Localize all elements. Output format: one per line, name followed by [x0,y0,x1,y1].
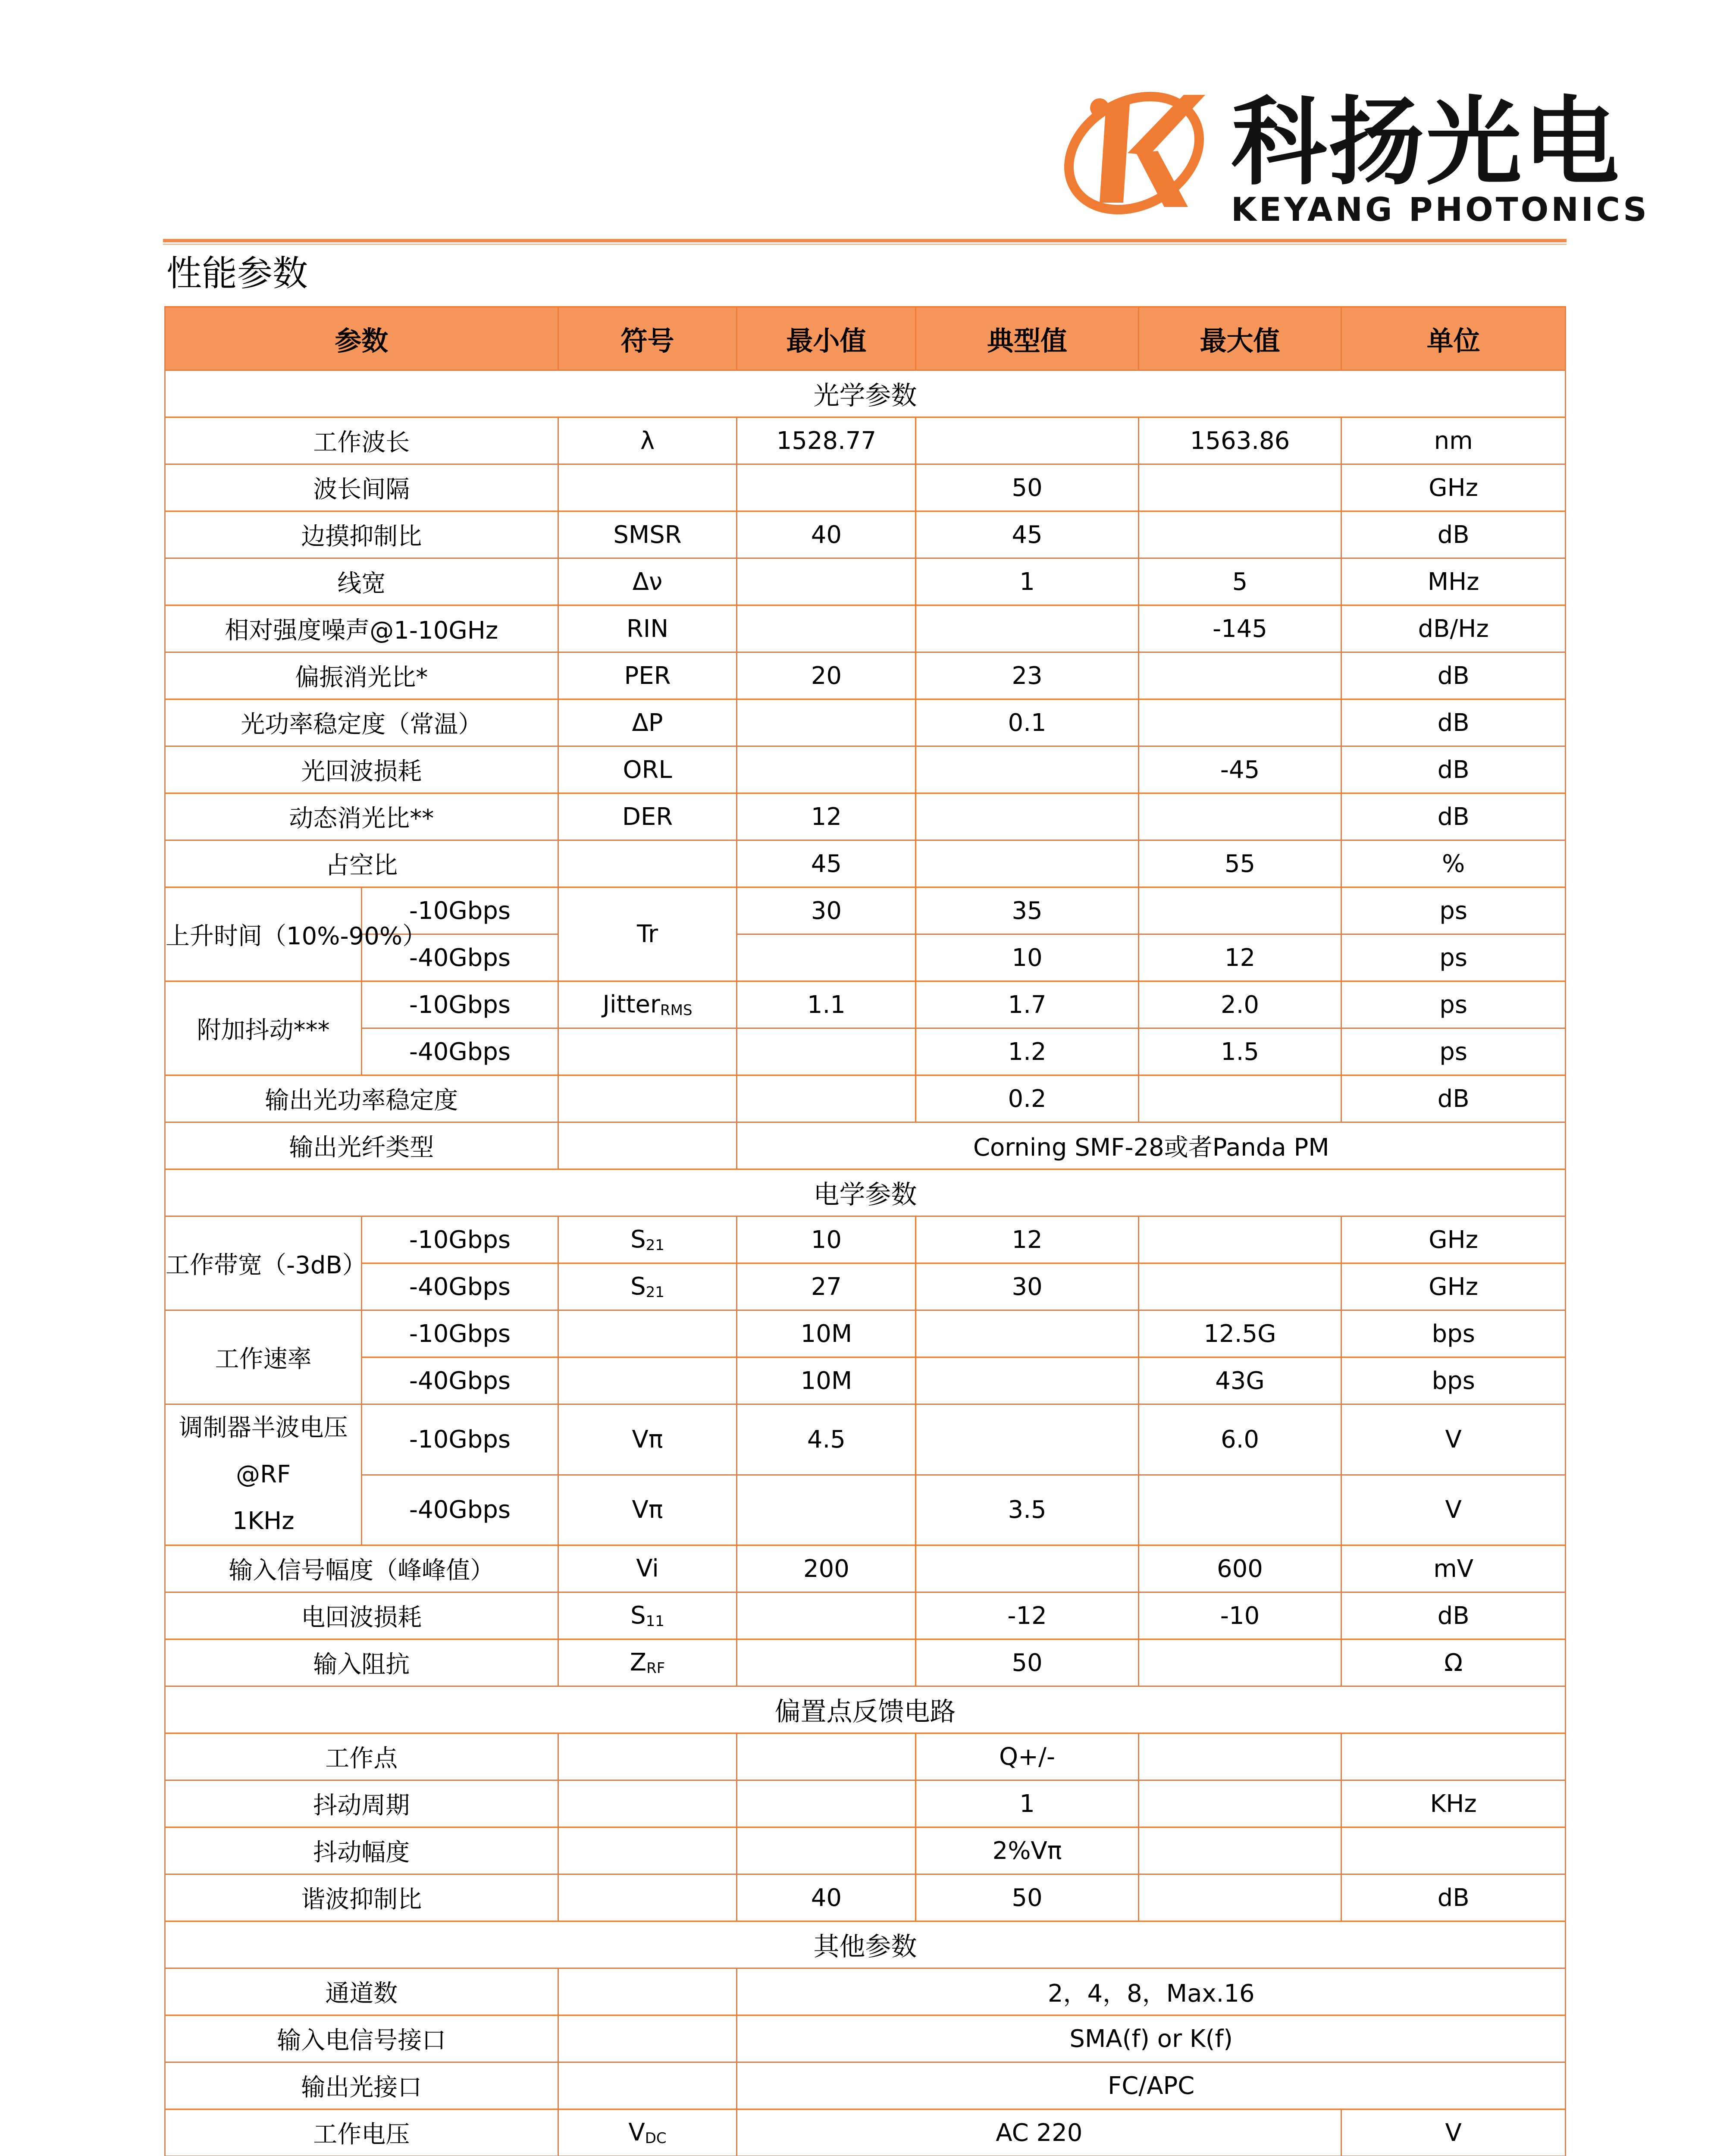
cell-typ: 30 [916,1263,1138,1310]
cell-param: 输入电信号接口 [165,2015,558,2062]
cell-param: 相对强度噪声@1-10GHz [165,605,558,652]
cell-typ: 50 [916,464,1138,511]
cell-min: 4.5 [737,1404,916,1475]
header-min: 最小值 [737,307,916,370]
cell-max: -145 [1138,605,1341,652]
cell-unit: % [1341,840,1566,887]
table-row [165,887,1566,934]
table-row [165,558,1566,605]
cell-max [1138,464,1341,511]
page-title: 性能参数 [166,253,308,294]
cell-param: 工作波长 [165,417,558,464]
cell-typ: 0.2 [916,1075,1138,1122]
header-divider [163,239,1567,242]
cell-min [737,1592,916,1639]
cell-rate: -40Gbps [362,1263,558,1310]
table-row [165,981,1566,1028]
cell-symbol [558,1780,737,1827]
table-row [165,2109,1566,2156]
header-param: 参数 [165,307,558,370]
cell-symbol [558,1545,737,1592]
table-row [165,793,1566,840]
table-row [165,1639,1566,1686]
cell-min [737,1475,916,1545]
cell-param: 光回波损耗 [165,746,558,793]
cell-max: 1563.86 [1138,417,1341,464]
cell-unit: GHz [1341,464,1566,511]
table-row [165,1028,1566,1075]
cell-min [737,1028,916,1075]
cell-max: 6.0 [1138,1404,1341,1475]
cell-max [1138,1639,1341,1686]
cell-symbol: λ [558,417,737,464]
cell-max [1138,1827,1341,1874]
cell-param: 通道数 [165,1968,558,2015]
cell-max: -10 [1138,1592,1341,1639]
cell-typ [916,1404,1138,1475]
table-row [165,1075,1566,1122]
cell-max: 2.0 [1138,981,1341,1028]
cell-unit: dB [1341,746,1566,793]
cell-max [1138,652,1341,699]
cell-unit: MHz [1341,558,1566,605]
spec-table [164,306,1566,2156]
cell-unit [1341,1827,1566,1874]
cell-max [1138,887,1341,934]
cell-symbol: DER [558,793,737,840]
cell-symbol: Δν [558,558,737,605]
cell-unit: Ω [1341,1639,1566,1686]
symbol-main: Jitter [602,990,660,1018]
cell-typ: 50 [916,1874,1138,1921]
cell-unit: dB [1341,1592,1566,1639]
cell-min [737,558,916,605]
cell-min: 1528.77 [737,417,916,464]
cell-typ: 10 [916,934,1138,981]
cell-param: 工作带宽（-3dB） [165,1216,362,1310]
cell-param: 工作点 [165,1733,558,1780]
cell-unit: GHz [1341,1263,1566,1310]
cell-symbol [558,1874,737,1921]
table-row [165,699,1566,746]
symbol-main: S [630,1225,646,1253]
cell-param: 输入信号幅度（峰峰值） [165,1545,558,1592]
section-row [165,1921,1566,1968]
table-row [165,1310,1566,1357]
symbol-main: V [628,2118,645,2147]
cell-typ [916,793,1138,840]
cell-symbol: RIN [558,605,737,652]
symbol-sub: 21 [646,1237,664,1254]
cell-param: 附加抖动*** [165,981,362,1075]
cell-typ [916,1357,1138,1404]
cell-min: 1.1 [737,981,916,1028]
cell-symbol: Tr [558,887,737,981]
section-row [165,1686,1566,1733]
logo-chinese-name: 科扬光电 [1231,87,1621,198]
cell-symbol [558,1122,737,1169]
cell-unit: KHz [1341,1780,1566,1827]
company-logo [1059,78,1649,229]
cell-symbol: Vπ [558,1404,737,1475]
cell-symbol [558,2015,737,2062]
cell-symbol: PER [558,652,737,699]
table-row [165,2062,1566,2109]
cell-max [1138,1216,1341,1263]
cell-param: 电回波损耗 [165,1592,558,1639]
cell-min: 27 [737,1263,916,1310]
cell-typ [916,417,1138,464]
cell-symbol [558,1592,737,1639]
cell-min [737,605,916,652]
cell-typ: 50 [916,1639,1138,1686]
cell-unit: bps [1341,1310,1566,1357]
cell-symbol [558,464,737,511]
cell-param: 输出光接口 [165,2062,558,2109]
cell-rate: -10Gbps [362,1310,558,1357]
cell-unit: ps [1341,934,1566,981]
cell-symbol: ORL [558,746,737,793]
cell-min [737,1639,916,1686]
table-row [165,605,1566,652]
cell-min: 45 [737,840,916,887]
cell-min [737,746,916,793]
cell-typ [916,840,1138,887]
table-row [165,464,1566,511]
cell-param: 谐波抑制比 [165,1874,558,1921]
cell-min [737,699,916,746]
symbol-main: Z [630,1648,647,1677]
table-row [165,1592,1566,1639]
table-row [165,1122,1566,1169]
cell-min: 200 [737,1545,916,1592]
cell-max: 1.5 [1138,1028,1341,1075]
cell-max: 43G [1138,1357,1341,1404]
cell-min [737,1733,916,1780]
table-row [165,1263,1566,1310]
cell-param: 上升时间（10%-90%） [165,887,362,981]
cell-param: 偏振消光比* [165,652,558,699]
symbol-sub: RF [646,1660,665,1677]
cell-value: FC/APC [737,2062,1566,2109]
table-row [165,1874,1566,1921]
table-row [165,1827,1566,1874]
symbol-sub: RMS [660,1002,693,1019]
cell-max: -45 [1138,746,1341,793]
cell-max [1138,1733,1341,1780]
table-row [165,417,1566,464]
cell-typ: 0.1 [916,699,1138,746]
cell-rate: -10Gbps [362,1404,558,1475]
cell-symbol [558,1639,737,1686]
cell-symbol [558,1310,737,1357]
cell-typ: 1 [916,1780,1138,1827]
cell-typ: -12 [916,1592,1138,1639]
cell-param: 输出光纤类型 [165,1122,558,1169]
cell-param: 工作速率 [165,1310,362,1404]
cell-unit: dB [1341,1075,1566,1122]
cell-value: 2，4，8，Max.16 [737,1968,1566,2015]
cell-symbol [558,840,737,887]
logo-k-icon [1059,78,1214,224]
header-typ: 典型值 [916,307,1138,370]
cell-param: 抖动周期 [165,1780,558,1827]
cell-symbol [558,1357,737,1404]
table-row [165,1733,1566,1780]
cell-rate: -10Gbps [362,981,558,1028]
cell-min: 20 [737,652,916,699]
table-row [165,840,1566,887]
cell-typ: 12 [916,1216,1138,1263]
cell-min: 10M [737,1310,916,1357]
cell-symbol [558,2109,737,2156]
cell-rate: -40Gbps [362,1357,558,1404]
cell-max: 600 [1138,1545,1341,1592]
cell-unit: dB [1341,511,1566,558]
cell-min [737,464,916,511]
cell-max: 5 [1138,558,1341,605]
table-row [165,1357,1566,1404]
table-row [165,511,1566,558]
cell-unit: dB [1341,699,1566,746]
table-row [165,746,1566,793]
cell-unit: nm [1341,417,1566,464]
header-max: 最大值 [1138,307,1341,370]
cell-rate: -40Gbps [362,934,558,981]
cell-symbol [558,1216,737,1263]
cell-min: 40 [737,511,916,558]
section-bias: 偏置点反馈电路 [165,1686,1566,1733]
cell-rate: -40Gbps [362,1028,558,1075]
cell-symbol: Vπ [558,1475,737,1545]
symbol-sub: 21 [646,1284,664,1301]
cell-typ [916,605,1138,652]
cell-typ: 1.2 [916,1028,1138,1075]
cell-symbol [558,1968,737,2015]
cell-unit: dB [1341,793,1566,840]
section-row [165,370,1566,417]
section-electrical: 电学参数 [165,1169,1566,1216]
cell-min: 10M [737,1357,916,1404]
cell-max [1138,511,1341,558]
cell-param: 波长间隔 [165,464,558,511]
cell-max [1138,1780,1341,1827]
symbol-sub: 11 [646,1613,664,1630]
header-symbol: 符号 [558,307,737,370]
cell-min [737,1827,916,1874]
symbol-sub: DC [645,2130,667,2147]
symbol-main: S [630,1272,646,1300]
cell-rate: -10Gbps [362,1216,558,1263]
table-row [165,1968,1566,2015]
header-unit: 单位 [1341,307,1566,370]
cell-value: Corning SMF-28或者Panda PM [737,1122,1566,1169]
cell-min [737,934,916,981]
cell-symbol: SMSR [558,511,737,558]
header-divider-shadow [163,244,1567,245]
cell-unit: V [1341,2109,1566,2156]
cell-unit: ps [1341,887,1566,934]
cell-param: 动态消光比** [165,793,558,840]
cell-param: 占空比 [165,840,558,887]
cell-max [1138,1263,1341,1310]
cell-max [1138,1075,1341,1122]
cell-unit: dB/Hz [1341,605,1566,652]
cell-max [1138,699,1341,746]
cell-param: 线宽 [165,558,558,605]
cell-typ: 45 [916,511,1138,558]
cell-symbol [558,1028,737,1075]
cell-typ: Q+/- [916,1733,1138,1780]
table-row [165,1475,1566,1545]
table-row [165,1216,1566,1263]
cell-param: 输入阻抗 [165,1639,558,1686]
table-header-row [165,307,1566,370]
cell-typ: 3.5 [916,1475,1138,1545]
cell-param [165,1404,362,1545]
cell-typ [916,746,1138,793]
cell-symbol [558,1733,737,1780]
cell-typ [916,1310,1138,1357]
cell-max [1138,1874,1341,1921]
section-other: 其他参数 [165,1921,1566,1968]
cell-rate: -40Gbps [362,1475,558,1545]
cell-max [1138,793,1341,840]
param-line-1: 调制器半波电压@RF [179,1414,348,1489]
cell-min: 10 [737,1216,916,1263]
cell-symbol [558,1827,737,1874]
cell-symbol [558,981,737,1028]
cell-min: 12 [737,793,916,840]
cell-typ [916,1545,1138,1592]
section-optical: 光学参数 [165,370,1566,417]
cell-max: 55 [1138,840,1341,887]
table-row [165,1404,1566,1475]
cell-max [1138,1475,1341,1545]
cell-symbol: ΔP [558,699,737,746]
cell-param: 工作电压 [165,2109,558,2156]
logo-english-name: KEYANG PHOTONICS [1231,190,1649,229]
cell-unit [1341,1733,1566,1780]
cell-max: 12.5G [1138,1310,1341,1357]
cell-unit: V [1341,1475,1566,1545]
cell-param: 光功率稳定度（常温） [165,699,558,746]
cell-symbol [558,1263,737,1310]
cell-typ: 1 [916,558,1138,605]
cell-symbol [558,1075,737,1122]
cell-param: 抖动幅度 [165,1827,558,1874]
cell-param: 边摸抑制比 [165,511,558,558]
cell-unit: GHz [1341,1216,1566,1263]
table-row [165,1780,1566,1827]
cell-value: AC 220 [737,2109,1341,2156]
table-row [165,2015,1566,2062]
cell-param: 输出光功率稳定度 [165,1075,558,1122]
table-row [165,652,1566,699]
cell-typ: 35 [916,887,1138,934]
cell-min [737,1780,916,1827]
cell-unit: dB [1341,652,1566,699]
cell-unit: V [1341,1404,1566,1475]
symbol-main: Vi [636,1554,659,1583]
cell-unit: dB [1341,1874,1566,1921]
cell-min: 40 [737,1874,916,1921]
cell-min [737,1075,916,1122]
cell-unit: ps [1341,1028,1566,1075]
cell-unit: bps [1341,1357,1566,1404]
cell-symbol [558,2062,737,2109]
cell-typ: 2%Vπ [916,1827,1138,1874]
cell-max: 12 [1138,934,1341,981]
cell-unit: ps [1341,981,1566,1028]
section-row [165,1169,1566,1216]
cell-unit: mV [1341,1545,1566,1592]
param-line-2: 1KHz [232,1507,295,1535]
cell-typ: 23 [916,652,1138,699]
cell-typ: 1.7 [916,981,1138,1028]
symbol-main: S [630,1601,646,1630]
cell-rate: -10Gbps [362,887,558,934]
table-row [165,1545,1566,1592]
cell-min: 30 [737,887,916,934]
cell-value: SMA(f) or K(f) [737,2015,1566,2062]
